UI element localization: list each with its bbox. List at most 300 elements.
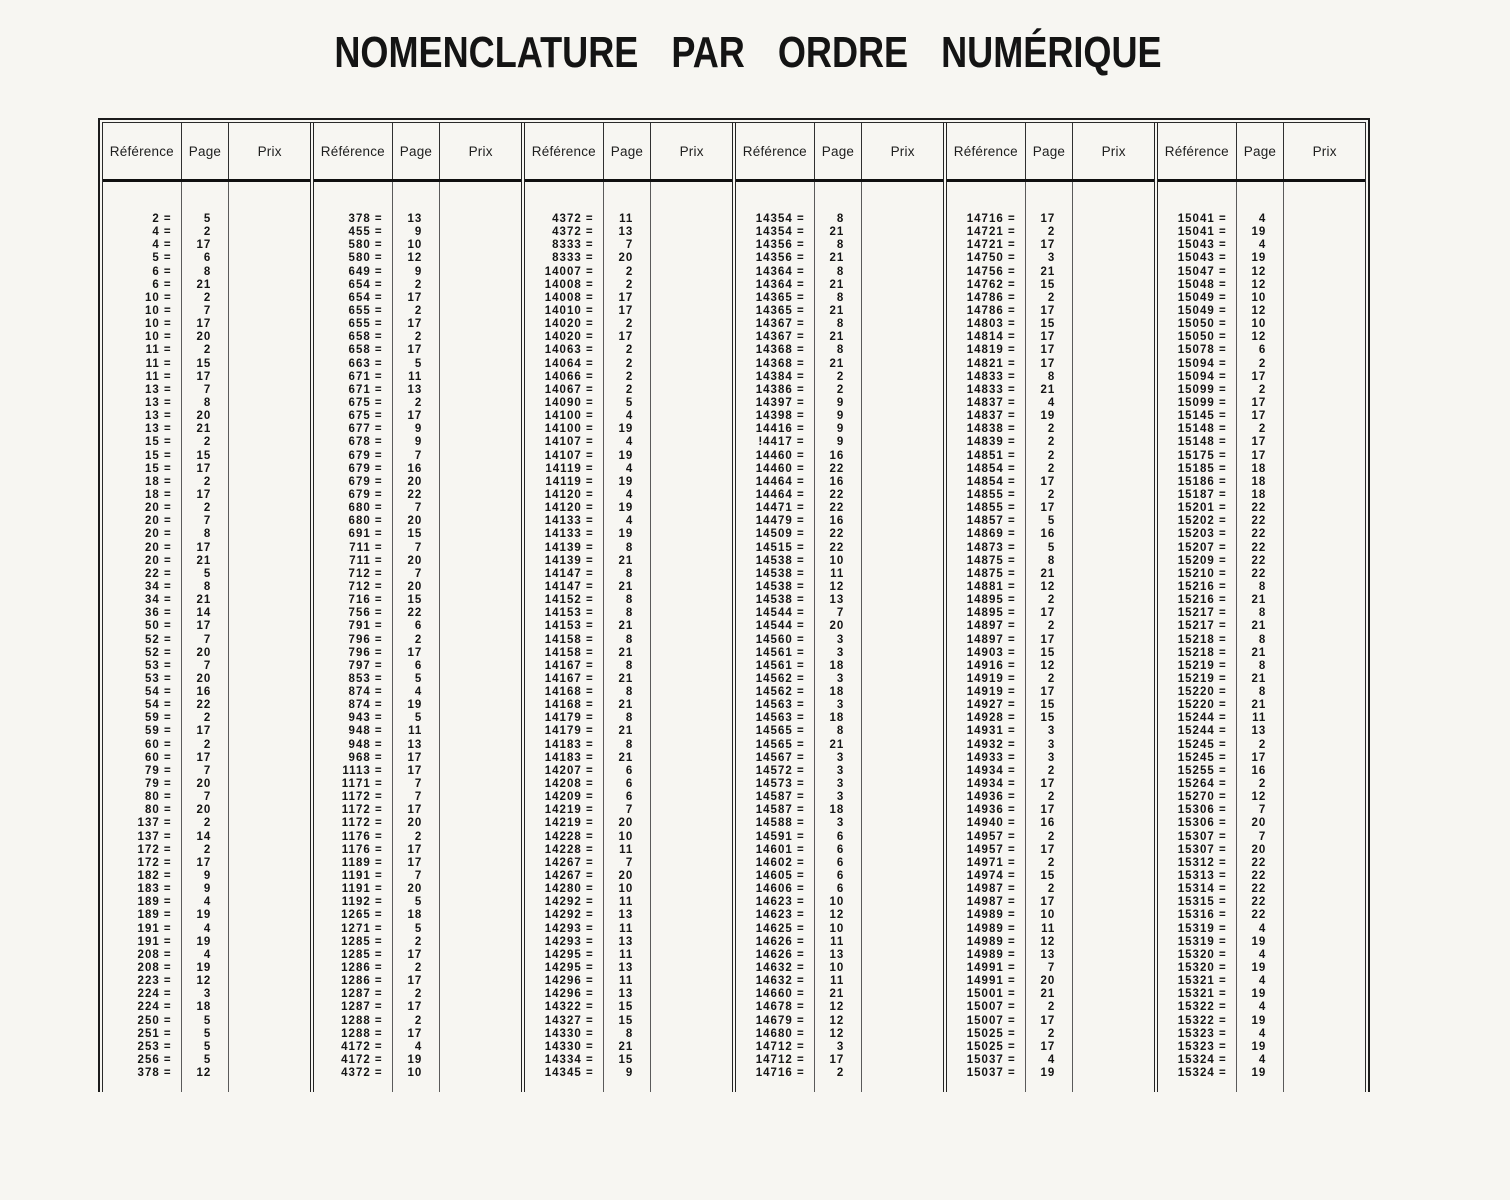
page-cell: 8: [625, 594, 634, 607]
page-cell: 21: [618, 646, 634, 659]
page-cell: 22: [1251, 528, 1267, 541]
prix-cell: [651, 542, 732, 555]
reference-cell: 15187 =: [1177, 488, 1227, 501]
prix-cell: [229, 975, 310, 988]
prix-cell: [651, 1015, 732, 1028]
prix-cell: [651, 371, 732, 384]
page-cell: 17: [1040, 1014, 1056, 1027]
page-cell: 8: [1258, 607, 1267, 620]
page-cell: 15: [1040, 870, 1056, 883]
prix-cell: [1284, 410, 1365, 423]
prix-cell: [229, 1054, 310, 1067]
reference-cell: 1176 =: [341, 843, 383, 856]
reference-cell: 678 =: [348, 436, 383, 449]
page-cell: 22: [829, 462, 845, 475]
prix-cell: [1073, 213, 1154, 226]
page-cell: 22: [1251, 554, 1267, 567]
prix-cell: [229, 292, 310, 305]
page-cell: 5: [414, 357, 423, 370]
prix-cell: [440, 397, 521, 410]
prix-cell: [1073, 936, 1154, 949]
page-cell: 16: [829, 515, 845, 528]
reference-cell: 191 =: [137, 935, 172, 948]
prix-cell: [651, 883, 732, 896]
reference-cell: 8333 =: [552, 252, 594, 265]
prix-cell: [1073, 988, 1154, 1001]
reference-cell: 1288 =: [341, 1027, 383, 1040]
page-cell: 7: [414, 567, 423, 580]
page-cell: 17: [407, 646, 423, 659]
prix-cell: [229, 542, 310, 555]
page-cell: 13: [407, 738, 423, 751]
page-cell: 12: [829, 1027, 845, 1040]
page-cell: 15: [1040, 278, 1056, 291]
page-cell: 6: [414, 620, 423, 633]
reference-cell: 14020 =: [544, 331, 594, 344]
page-cell: 9: [414, 436, 423, 449]
page-cell: 19: [618, 528, 634, 541]
prix-cell: [229, 883, 310, 896]
page-cell: 7: [203, 383, 212, 396]
prix-cell: [862, 305, 943, 318]
prix-cell: [651, 936, 732, 949]
page-cell: 10: [829, 554, 845, 567]
reference-column: [1158, 182, 1237, 1092]
prix-cell: [651, 318, 732, 331]
reference-cell: 1192 =: [341, 896, 383, 909]
reference-cell: 14364 =: [755, 265, 805, 278]
prix-cell: [651, 634, 732, 647]
page-cell: 4: [1258, 975, 1267, 988]
reference-cell: 14560 =: [755, 633, 805, 646]
column-header-page: Page: [393, 123, 441, 179]
page-cell: 2: [1047, 423, 1056, 436]
page-cell: 7: [414, 791, 423, 804]
reference-cell: 14716 =: [966, 213, 1016, 225]
page-cell: 13: [1040, 948, 1056, 961]
reference-cell: 10 =: [144, 291, 172, 304]
reference-cell: 59 =: [144, 725, 172, 738]
reference-cell: 15148 =: [1177, 436, 1227, 449]
reference-cell: 1189 =: [341, 856, 383, 869]
reference-column: [736, 182, 815, 1092]
page-cell: 2: [625, 265, 634, 278]
reference-cell: 15322 =: [1177, 1001, 1227, 1014]
reference-cell: 874 =: [348, 699, 383, 712]
prix-cell: [1284, 870, 1365, 883]
reference-cell: 14971 =: [966, 856, 1016, 869]
column-header-page: Page: [182, 123, 230, 179]
page-cell: 4: [625, 436, 634, 449]
prix-cell: [440, 765, 521, 778]
prix-cell: [862, 673, 943, 686]
reference-cell: 14208 =: [544, 778, 594, 791]
prix-cell: [1284, 279, 1365, 292]
reference-cell: 14386 =: [755, 383, 805, 396]
reference-cell: 20 =: [144, 554, 172, 567]
prix-cell: [440, 528, 521, 541]
reference-cell: 15270 =: [1177, 791, 1227, 804]
page-cell: 2: [1047, 226, 1056, 239]
page-cell: 16: [196, 686, 212, 699]
prix-cell: [1073, 305, 1154, 318]
page-cell: 10: [1040, 909, 1056, 922]
reference-cell: 15 =: [144, 462, 172, 475]
reference-cell: 14509 =: [755, 528, 805, 541]
prix-cell: [1284, 752, 1365, 765]
prix-cell: [862, 949, 943, 962]
reference-cell: 10 =: [144, 331, 172, 344]
prix-cell: [440, 949, 521, 962]
page-cell: 4: [625, 410, 634, 423]
prix-cell: [651, 962, 732, 975]
prix-cell: [440, 384, 521, 397]
reference-cell: 15217 =: [1177, 620, 1227, 633]
reference-cell: 679 =: [348, 462, 383, 475]
table-inner-frame: [102, 122, 1366, 1092]
prix-cell: [862, 358, 943, 371]
prix-cell: [862, 1001, 943, 1014]
prix-cell: [1284, 1067, 1365, 1080]
page-cell: 17: [196, 751, 212, 764]
reference-cell: 191 =: [137, 922, 172, 935]
page-cell: 17: [618, 331, 634, 344]
prix-cell: [440, 870, 521, 883]
reference-cell: 15324 =: [1177, 1067, 1227, 1080]
page-cell: 13: [829, 948, 845, 961]
reference-cell: 14928 =: [966, 712, 1016, 725]
page-cell: 12: [1040, 935, 1056, 948]
reference-cell: 14544 =: [755, 607, 805, 620]
page-cell: 8: [1047, 554, 1056, 567]
prix-cell: [229, 923, 310, 936]
prix-cell: [1073, 765, 1154, 778]
reference-cell: 15306 =: [1177, 817, 1227, 830]
prix-cell: [862, 962, 943, 975]
page-cell: 3: [836, 633, 845, 646]
reference-cell: 671 =: [348, 383, 383, 396]
page-cell: 16: [407, 462, 423, 475]
page-cell: 20: [196, 410, 212, 423]
reference-cell: 14354 =: [755, 226, 805, 239]
page-cell: 18: [829, 686, 845, 699]
page-cell: 17: [829, 1054, 845, 1066]
prix-cell: [1284, 318, 1365, 331]
page-cell: 7: [203, 659, 212, 672]
prix-cell: [862, 397, 943, 410]
page-cell: 18: [1251, 462, 1267, 475]
reference-cell: 251 =: [137, 1027, 172, 1040]
prix-cell: [651, 476, 732, 489]
reference-cell: 14064 =: [544, 357, 594, 370]
prix-cell: [1073, 489, 1154, 502]
prix-cell: [440, 450, 521, 463]
reference-cell: 14538 =: [755, 580, 805, 593]
prix-cell: [1284, 476, 1365, 489]
prix-cell: [651, 1028, 732, 1041]
page-cell: 8: [836, 291, 845, 304]
page-cell: 20: [196, 804, 212, 817]
page-cell: 17: [1040, 778, 1056, 791]
prix-cell: [229, 331, 310, 344]
reference-cell: 15220 =: [1177, 686, 1227, 699]
column-header-prix: Prix: [679, 143, 704, 159]
page-cell: 17: [1040, 304, 1056, 317]
page-cell: 17: [618, 304, 634, 317]
prix-cell: [1284, 607, 1365, 620]
page-cell: 2: [1047, 462, 1056, 475]
reference-cell: 14974 =: [966, 870, 1016, 883]
page-cell: 15: [407, 528, 423, 541]
reference-cell: 15323 =: [1177, 1040, 1227, 1053]
column-group-3: [525, 123, 732, 1092]
page-cell: 5: [1047, 515, 1056, 528]
page-cell: 2: [1047, 436, 1056, 449]
prix-cell: [1073, 476, 1154, 489]
prix-cell: [440, 1054, 521, 1067]
page-cell: 5: [414, 922, 423, 935]
reference-cell: 15041 =: [1177, 213, 1227, 225]
reference-cell: 14587 =: [755, 791, 805, 804]
page-cell: 4: [1258, 213, 1267, 225]
prix-cell: [440, 489, 521, 502]
page-cell: 2: [203, 291, 212, 304]
page-cell: 13: [407, 383, 423, 396]
prix-cell: [229, 686, 310, 699]
prix-cell: [862, 896, 943, 909]
reference-cell: 14167 =: [544, 672, 594, 685]
prix-cell: [1073, 923, 1154, 936]
reference-cell: 8333 =: [552, 239, 594, 252]
prix-cell: [862, 804, 943, 817]
reference-cell: 256 =: [137, 1054, 172, 1066]
page-cell: 2: [625, 383, 634, 396]
prix-cell: [440, 962, 521, 975]
prix-cell: [1073, 620, 1154, 633]
reference-cell: 378 =: [137, 1067, 172, 1080]
page-cell: 4: [1258, 239, 1267, 252]
prix-cell: [1284, 542, 1365, 555]
page-cell: 3: [836, 778, 845, 791]
reference-cell: 4372 =: [341, 1067, 383, 1080]
reference-cell: 15050 =: [1177, 318, 1227, 331]
reference-cell: 34 =: [144, 580, 172, 593]
reference-cell: 10 =: [144, 318, 172, 331]
prix-cell: [440, 725, 521, 738]
page-cell: 20: [196, 672, 212, 685]
reference-cell: 4 =: [152, 226, 172, 239]
prix-cell: [862, 752, 943, 765]
reference-cell: 15043 =: [1177, 239, 1227, 252]
prix-cell: [1284, 266, 1365, 279]
prix-cell: [229, 463, 310, 476]
reference-cell: 2 =: [152, 213, 172, 225]
page-cell: 17: [1040, 686, 1056, 699]
reference-cell: 14623 =: [755, 909, 805, 922]
reference-cell: 14367 =: [755, 318, 805, 331]
page-cell: 3: [836, 817, 845, 830]
page-cell: 5: [414, 896, 423, 909]
prix-cell: [1073, 791, 1154, 804]
page-cell: 8: [203, 580, 212, 593]
page-cell: 20: [196, 331, 212, 344]
reference-cell: 14133 =: [544, 528, 594, 541]
page-cell: 19: [196, 935, 212, 948]
reference-cell: 14750 =: [966, 252, 1016, 265]
prix-cell: [1073, 436, 1154, 449]
reference-cell: 671 =: [348, 370, 383, 383]
prix-cell: [651, 896, 732, 909]
reference-cell: 14895 =: [966, 594, 1016, 607]
prix-cell: [440, 344, 521, 357]
page-cell: 21: [1251, 699, 1267, 712]
reference-column: [525, 182, 604, 1092]
page-cell: 18: [1251, 475, 1267, 488]
prix-cell: [862, 568, 943, 581]
prix-cell: [862, 450, 943, 463]
page-cell: 8: [836, 318, 845, 331]
reference-cell: 15306 =: [1177, 804, 1227, 817]
column-header-page: Page: [1026, 123, 1074, 179]
reference-cell: 15041 =: [1177, 226, 1227, 239]
page-cell: 20: [407, 475, 423, 488]
prix-cell: [651, 305, 732, 318]
prix-cell: [1073, 594, 1154, 607]
reference-cell: 5 =: [152, 252, 172, 265]
prix-cell: [440, 463, 521, 476]
page-cell: 4: [625, 488, 634, 501]
page-cell: 20: [829, 620, 845, 633]
reference-cell: 14897 =: [966, 633, 1016, 646]
reference-cell: 663 =: [348, 357, 383, 370]
page-cell: 22: [407, 607, 423, 620]
reference-cell: 14563 =: [755, 712, 805, 725]
reference-cell: 15025 =: [966, 1027, 1016, 1040]
prix-cell: [651, 568, 732, 581]
reference-cell: 13 =: [144, 396, 172, 409]
prix-cell: [229, 857, 310, 870]
page-cell: 22: [829, 502, 845, 515]
page-cell: 8: [625, 1027, 634, 1040]
group-header-row: [736, 123, 943, 182]
reference-cell: 14100 =: [544, 410, 594, 423]
reference-cell: 14158 =: [544, 646, 594, 659]
prix-cell: [229, 266, 310, 279]
prix-cell: [1284, 844, 1365, 857]
prix-cell: [440, 778, 521, 791]
prix-cell: [651, 226, 732, 239]
prix-cell: [1073, 909, 1154, 922]
page-cell: 2: [203, 843, 212, 856]
reference-cell: 14601 =: [755, 843, 805, 856]
prix-cell: [1073, 252, 1154, 265]
page-cell: 12: [1040, 580, 1056, 593]
page-cell: 2: [203, 712, 212, 725]
page-cell: 3: [1047, 252, 1056, 265]
page-cell: 19: [618, 449, 634, 462]
prix-cell: [862, 410, 943, 423]
prix-cell: [651, 528, 732, 541]
reference-cell: 15047 =: [1177, 265, 1227, 278]
page-cell: 17: [407, 1001, 423, 1014]
prix-column: [1073, 182, 1154, 1092]
page-cell: 20: [618, 817, 634, 830]
prix-cell: [440, 791, 521, 804]
page-cell: 21: [829, 252, 845, 265]
prix-cell: [651, 266, 732, 279]
reference-cell: 13 =: [144, 423, 172, 436]
page-cell: 2: [1047, 764, 1056, 777]
prix-cell: [1284, 686, 1365, 699]
prix-cell: [1284, 778, 1365, 791]
page-cell: 10: [1251, 291, 1267, 304]
page-cell: 21: [829, 278, 845, 291]
reference-cell: 36 =: [144, 607, 172, 620]
reference-cell: 14562 =: [755, 672, 805, 685]
prix-cell: [1284, 896, 1365, 909]
reference-cell: 14100 =: [544, 423, 594, 436]
page-cell: 2: [203, 502, 212, 515]
prix-cell: [229, 844, 310, 857]
reference-cell: 14606 =: [755, 883, 805, 896]
page-cell: 22: [1251, 502, 1267, 515]
prix-cell: [651, 699, 732, 712]
prix-cell: [229, 949, 310, 962]
prix-cell: [440, 804, 521, 817]
page-cell: 17: [407, 1027, 423, 1040]
group-body: [947, 182, 1154, 1092]
page-cell: 15: [1040, 318, 1056, 331]
prix-cell: [651, 279, 732, 292]
page-cell: 17: [1040, 475, 1056, 488]
reference-cell: 14139 =: [544, 554, 594, 567]
group-header-row: [314, 123, 521, 182]
reference-cell: 14367 =: [755, 331, 805, 344]
page-cell: 2: [836, 370, 845, 383]
page-cell: 18: [196, 1001, 212, 1014]
reference-cell: 15307 =: [1177, 830, 1227, 843]
reference-cell: 14010 =: [544, 304, 594, 317]
prix-cell: [229, 358, 310, 371]
prix-cell: [1284, 909, 1365, 922]
page-cell: 9: [414, 265, 423, 278]
reference-cell: 15001 =: [966, 988, 1016, 1001]
page-cell: 4: [625, 462, 634, 475]
reference-cell: 15244 =: [1177, 712, 1227, 725]
page-cell: 22: [829, 541, 845, 554]
reference-cell: 15320 =: [1177, 962, 1227, 975]
page-cell: 19: [618, 475, 634, 488]
reference-cell: 15316 =: [1177, 909, 1227, 922]
page-cell: 20: [407, 817, 423, 830]
page-cell: 19: [1251, 1040, 1267, 1053]
page-cell: 12: [407, 252, 423, 265]
reference-cell: 14987 =: [966, 896, 1016, 909]
prix-cell: [1073, 699, 1154, 712]
group-body: [736, 182, 943, 1092]
prix-cell: [1284, 528, 1365, 541]
reference-cell: 14207 =: [544, 764, 594, 777]
page-cell: 2: [1047, 449, 1056, 462]
column-header-prix: Prix: [1312, 143, 1337, 159]
page-cell: 19: [1040, 410, 1056, 423]
reference-cell: 14819 =: [966, 344, 1016, 357]
prix-cell: [862, 936, 943, 949]
prix-cell: [862, 239, 943, 252]
page-cell: 9: [203, 883, 212, 896]
reference-cell: 14464 =: [755, 475, 805, 488]
reference-cell: 15148 =: [1177, 423, 1227, 436]
